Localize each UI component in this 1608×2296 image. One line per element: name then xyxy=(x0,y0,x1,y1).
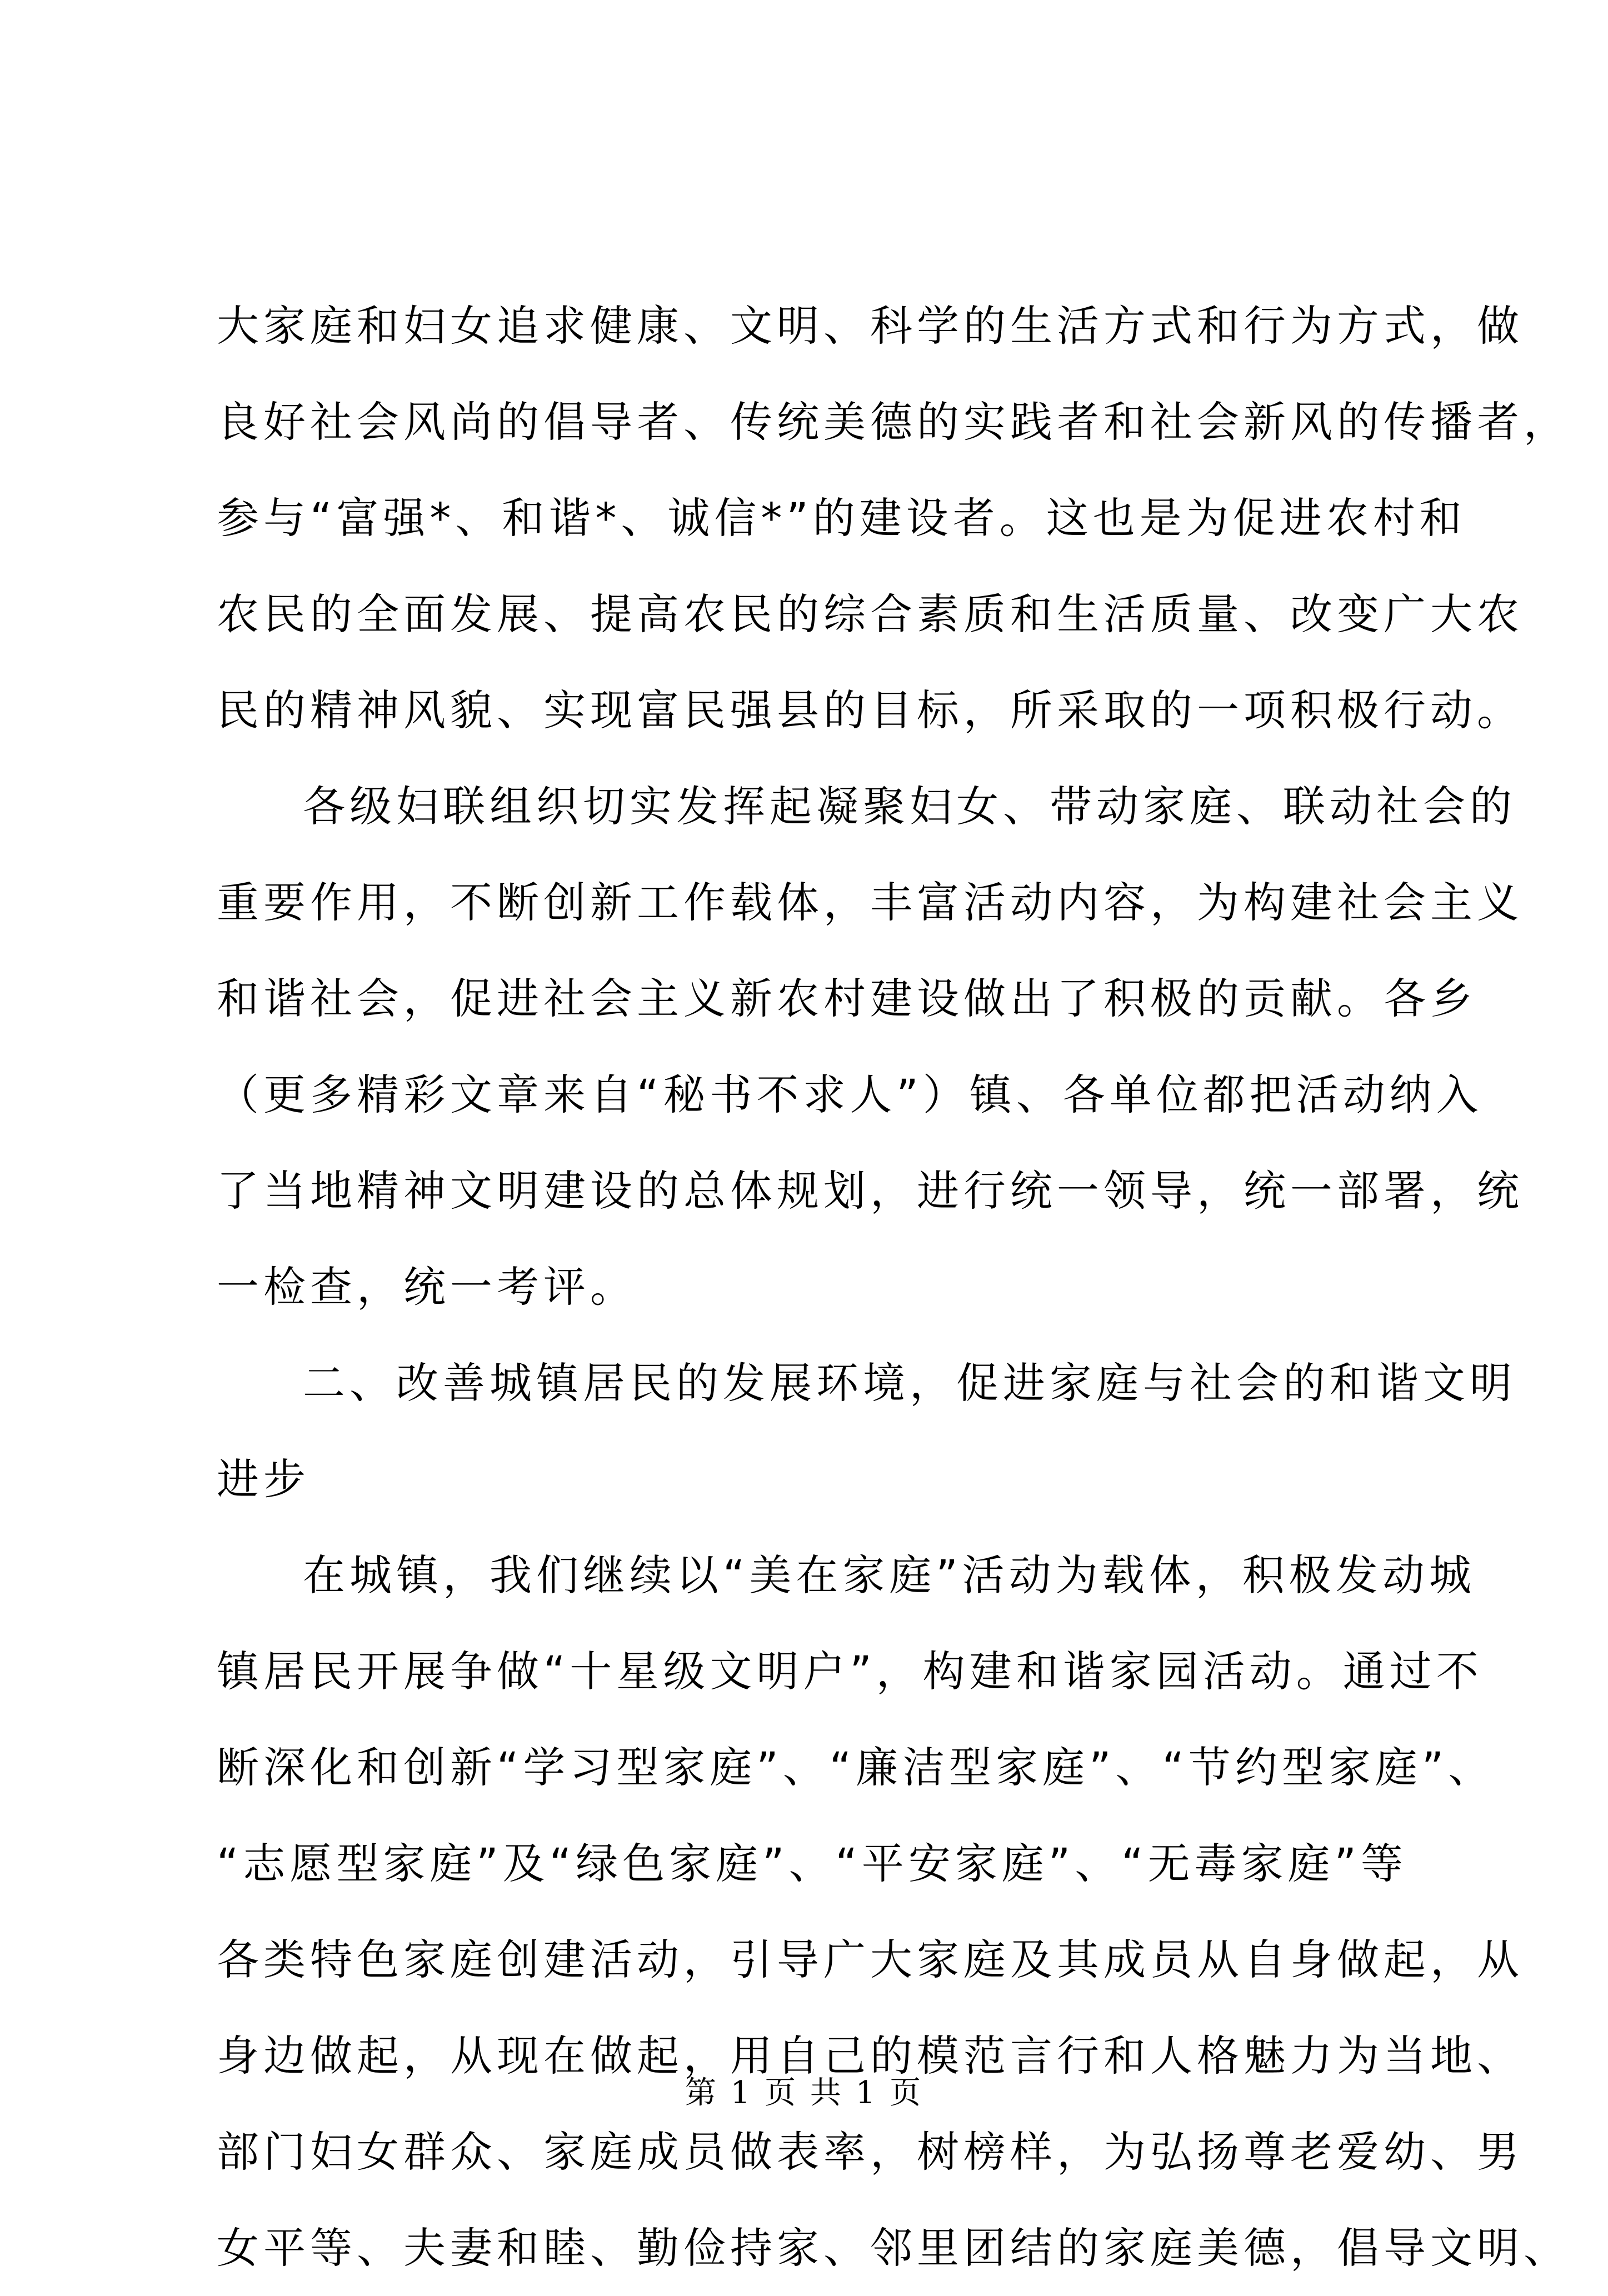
text-line: 参与“富强*、和谐*、诚信*”的建设者。这也是为促进农村和 xyxy=(217,493,1466,543)
page-number-footer: 第 1 页 共 1 页 xyxy=(685,2075,923,2111)
section-heading-line: 进步 xyxy=(217,1454,310,1504)
text-line: 部门妇女群众、家庭成员做表率，树榜样，为弘扬尊老爱幼、男 xyxy=(217,2127,1524,2177)
document-body xyxy=(217,278,1570,2296)
text-line: 身边做起，从现在做起，用自己的模范言行和人格魅力为当地、 xyxy=(217,2031,1524,2080)
text-line: 断深化和创新“学习型家庭”、“廉洁型家庭”、“节约型家庭”、 xyxy=(217,1743,1495,1792)
text-line: 大家庭和妇女追求健康、文明、科学的生活方式和行为方式，做 xyxy=(217,301,1524,351)
paragraph-start-line: 在城镇，我们继续以“美在家庭”活动为载体，积极发动城 xyxy=(303,1550,1476,1600)
text-line: “志愿型家庭”及“绿色家庭”、“平安家庭”、“无毒家庭”等 xyxy=(217,1839,1407,1888)
text-line: 农民的全面发展、提高农民的综合素质和生活质量、改变广大农 xyxy=(217,589,1524,639)
section-heading-line: 二、改善城镇居民的发展环境，促进家庭与社会的和谐文明 xyxy=(303,1358,1516,1408)
paragraph-start-line: 各级妇联组织切实发挥起凝聚妇女、带动家庭、联动社会的 xyxy=(303,782,1516,831)
text-line: 重要作用，不断创新工作载体，丰富活动内容，为构建社会主义 xyxy=(217,878,1524,927)
text-line: 女平等、夫妻和睦、勤俭持家、邻里团结的家庭美德，倡导文明、 xyxy=(217,2223,1570,2273)
text-line: 一检查，统一考评。 xyxy=(217,1262,637,1312)
text-line: 镇居民开展争做“十星级文明户”，构建和谐家园活动。通过不 xyxy=(217,1647,1483,1696)
text-line: 各类特色家庭创建活动，引导广大家庭及其成员从自身做起，从 xyxy=(217,1935,1524,1984)
text-line: 了当地精神文明建设的总体规划，进行统一领导，统一部署，统 xyxy=(217,1166,1524,1215)
text-line: 和谐社会，促进社会主义新农村建设做出了积极的贡献。各乡 xyxy=(217,974,1477,1023)
text-line: 民的精神风貌、实现富民强县的目标，所采取的一项积极行动。 xyxy=(217,686,1524,735)
text-line: 良好社会风尚的倡导者、传统美德的实践者和社会新风的传播者， xyxy=(217,397,1570,447)
text-line: （更多精彩文章来自“秘书不求人”）镇、各单位都把活动纳入 xyxy=(217,1070,1483,1119)
